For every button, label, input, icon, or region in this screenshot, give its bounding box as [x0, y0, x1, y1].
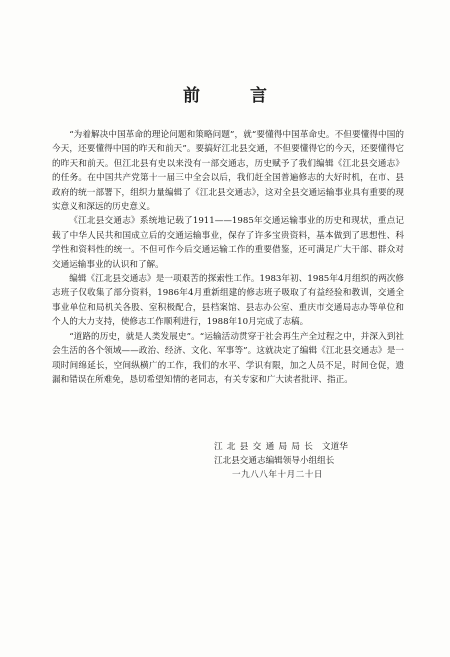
- paragraph-4: “道路的历史，就是人类发展史”。“运输活动贯穿于社会再生产全过程之中，并深入到社会生活的各个领域——政治、经济、文化、军事等”。这就决定了编辑《江北县交通志》是一项时间绵延长，空间纵横广的工作，我们的水平、学识有限，加之人员不足，时间仓促，遗漏和错误在所难免，恳切希望知情的老同志，有关专家和广大读者批评、指正。: [52, 331, 404, 385]
- signature-date: 一九八八年十月二十日: [232, 470, 323, 480]
- paragraph-1: “为着解决中国革命的理论问题和策略问题”，就“要懂得中国革命史。不但要懂得中国的今天，还要懂得中国的昨天和前天”。要搞好江北县交通，不但要懂得它的今天，还要懂得它的昨天和前天。但江北县有史以来没有一部交通志，历史赋予了我们编辑《江北县交通志》的任务。在中国共产党第十一届三中全会以后，我们赶全国普遍修志的大好时机，在市、县政府的统一部署下，组织力量编辑了《江北县交通志》，这对全县交通运输事业具有重要的现实意义和深远的历史意义。: [52, 130, 404, 213]
- signature-title-2: 江北县交通志编辑领导小组组长: [214, 456, 335, 466]
- signature-name: 文道华: [322, 442, 348, 452]
- signature-title-1: 江北县交通局局长: [214, 442, 318, 452]
- page-title: 前 言: [183, 86, 289, 106]
- paragraph-2: 《江北县交通志》系统地记载了1911——1985年交通运输事业的历史和现状，重点记载了中华人民共和国成立后的交通运输事业，保存了许多宝贵资料，基本做到了思想性、科学性和资料性的统一。不但可作今后交通运输工作的重要借鉴，还可满足广大干部、群众对交通运输事业的认识和了解。: [52, 216, 404, 270]
- signature-block: [214, 440, 414, 468]
- preface-body: [52, 128, 404, 387]
- paragraph-3: 编辑《江北县交通志》是一项艰苦的探索性工作。1983年初、1985年4月组织的两次修志班子仅收集了部分资料，1986年4月重新组建的修志班子吸取了有益经验和教训，交通全事业单位和局机关各股、室积极配合，县档案馆、县志办公室、重庆市交通局志办等单位和个人的大力支持，使修志工作顺利进行，1988年10月完成了志稿。: [52, 274, 404, 328]
